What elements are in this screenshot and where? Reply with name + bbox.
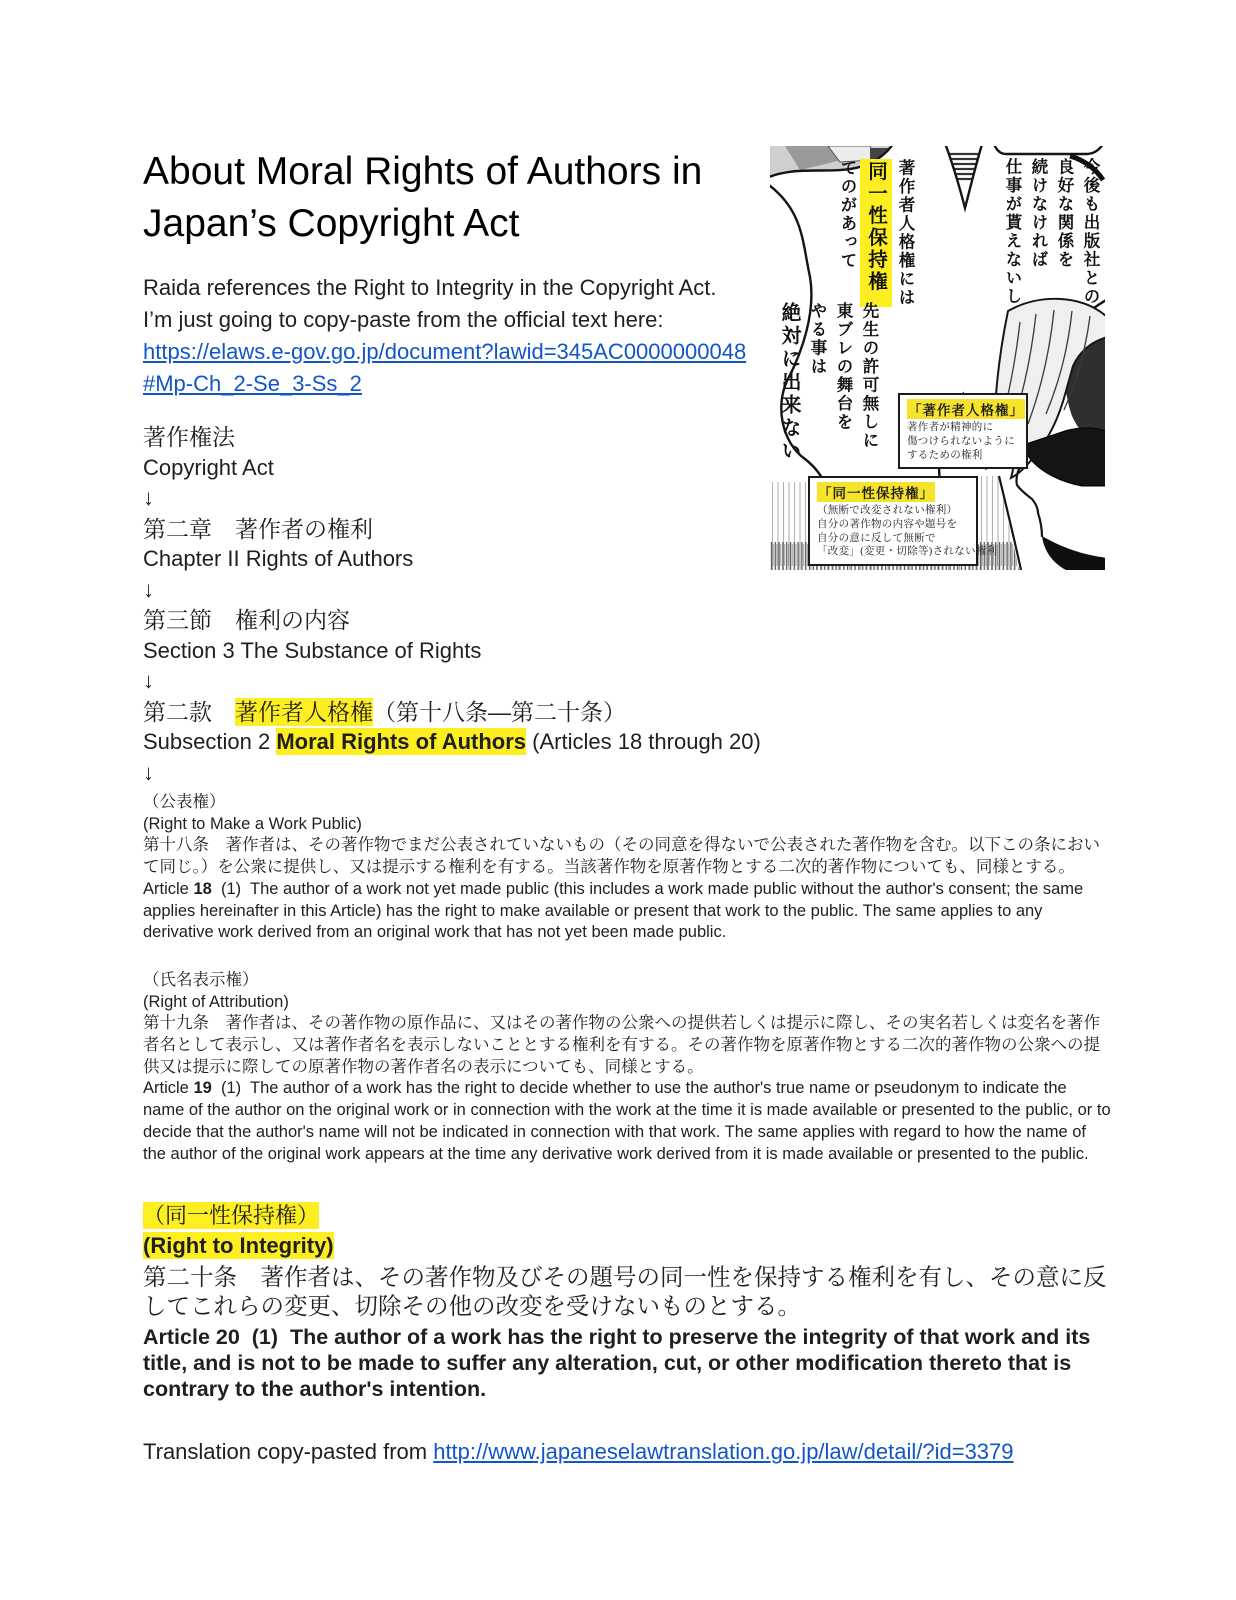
- article-20-block: [143, 1201, 1111, 1402]
- article-19-body-en: Article 19 (1) The author of a work has the right to decide whether to use the author's true name or pseudonym to indicate the name of the author on the original work or in connection with the work at the time it is made available or presented to the public, or to decide that the author's name will not be indicated in connection with that work. The same applies with regard to how the name of the author of the original work appears at the time any derivative work derived from it is made available or presented to the public.: [143, 1079, 1116, 1163]
- vertical-text-column: 続けなければ: [1029, 158, 1047, 269]
- highlighted-text: (Right to Integrity): [143, 1233, 334, 1259]
- note-line: 傷つけられないように: [907, 435, 1015, 447]
- translation-link[interactable]: http://www.japaneselawtranslation.go.jp/law/detail/?id=3379: [433, 1439, 1014, 1465]
- highlighted-text: （同一性保持権）: [143, 1203, 320, 1229]
- note-line: 自分の著作物の内容や題号を: [817, 518, 958, 530]
- note-line: 著作者が精神的に: [907, 422, 994, 433]
- article-19-block: [143, 970, 1116, 1165]
- law-title-en: Copyright Act: [143, 454, 274, 480]
- vertical-text-column: 先生の許可無しに: [860, 302, 878, 450]
- note-line: （無断で改変されない権利）: [817, 505, 958, 516]
- note-line: 「改変」(変更・切除等)されない権利: [817, 546, 998, 558]
- vertical-text-column-bold: 絶対に出来ない: [778, 302, 800, 463]
- vertical-text-column: 仕事が貰えないし: [1003, 158, 1021, 306]
- speech-bubble-left: [834, 159, 918, 307]
- article-19-name-jp: （氏名表示権）: [143, 970, 259, 989]
- note-box-integrity: [808, 476, 998, 566]
- note-title-highlight: 「同一性保持権」: [817, 482, 935, 502]
- note-line: 自分の意に反して無断で: [817, 532, 936, 544]
- article-19-body-jp: 第十九条 著作者は、その著作物の原作品に、又はその著作物の公衆への提供若しくは提示に際し、その実名若しくは変名を著作者名として表示し、又は著作者名を表示しないこととする権利を有する。その著作物を原著作物とする二次的著作物の公衆への提供又は提示に際しての原著作物の著作者名の表示についても、同様とする。: [143, 1014, 1100, 1076]
- article-18-body-en: Article 18 (1) The author of a work not yet made public (this includes a work made public without the author's consent; the same applies hereinafter in this Article) has the right to make available or present that work to the public. The same applies to any derivative work derived from an original work that has not yet been made public.: [143, 879, 1088, 942]
- footer-attribution: Translation copy-pasted from http://www.japaneselawtranslation.go.jp/law/detail/?id=3379: [143, 1439, 1014, 1465]
- down-arrow-icon: ↓: [143, 485, 154, 510]
- highlighted-text: 同一性保持権: [860, 159, 892, 307]
- note-title-highlight: 「著作者人格権」: [907, 399, 1025, 419]
- vertical-text-column: 著作者人格権には: [896, 159, 914, 307]
- chapter-jp: 第二章 著作者の権利: [143, 515, 373, 542]
- vertical-text-column: てのがあって: [838, 159, 856, 270]
- subsection-en: Subsection 2 Moral Rights of Authors (Articles 18 through 20): [143, 729, 761, 754]
- article-19-name-en: (Right of Attribution): [143, 992, 289, 1011]
- article-18-name-en: (Right to Make a Work Public): [143, 814, 362, 833]
- article-20-name-jp: [143, 1201, 1111, 1231]
- speech-text-bottom: [774, 302, 882, 463]
- law-title-jp: 著作権法: [143, 424, 235, 450]
- intro-line2: I’m just going to copy-paste from the official text here:: [143, 307, 664, 332]
- page-title-line1: About Moral Rights of Authors in: [143, 150, 703, 193]
- highlighted-text: 著作者人格権: [235, 698, 373, 725]
- manga-figure[interactable]: [770, 146, 1105, 570]
- vertical-text-column: やる事は: [808, 302, 826, 376]
- note-box-moral-rights: [898, 393, 1028, 469]
- source-link-line1[interactable]: https://elaws.e-gov.go.jp/document?lawid=345AC0000000048: [143, 339, 747, 364]
- down-arrow-icon: ↓: [143, 576, 154, 602]
- chapter-en: Chapter II Rights of Authors: [143, 546, 414, 571]
- vertical-text-column: 今後も出版社との: [1081, 158, 1099, 306]
- source-link-line2[interactable]: #Mp-Ch_2-Se_3-Ss_2: [143, 371, 362, 396]
- article-20-name-en: [143, 1231, 1111, 1261]
- speech-bubble-right: [999, 158, 1103, 306]
- section-en: Section 3 The Substance of Rights: [143, 637, 482, 663]
- article-20-body-jp: 第二十条 著作者は、その著作物及びその題号の同一性を保持する権利を有し、その意に反してこれらの変更、切除その他の改変を受けないものとする。: [143, 1264, 1107, 1319]
- vertical-text-column: 東ブレの舞台を: [834, 302, 852, 432]
- article-20-body-en: Article 20 (1) The author of a work has the right to preserve the integrity of that work and its title, and is not to be made to suffer any alteration, cut, or other modification thereto that is contrary to the author's intention.: [143, 1325, 1097, 1402]
- article-18-body-jp: 第十八条 著作者は、その著作物でまだ公表されていないもの（その同意を得ないで公表された著作物を含む。以下この条において同じ。）を公衆に提供し、又は提示する権利を有する。当該著作物を原著作物とする二次的著作物についても、同様とする。: [143, 836, 1100, 877]
- highlighted-text: Moral Rights of Authors: [276, 729, 527, 754]
- down-arrow-icon: ↓: [143, 759, 154, 785]
- article-18-name-jp: （公表権）: [143, 793, 226, 811]
- subsection-jp: 第二款 著作者人格権（第十八条—第二十条）: [143, 698, 626, 725]
- page-title-line2: Japan’s Copyright Act: [143, 202, 520, 245]
- note-line: するための権利: [907, 449, 983, 461]
- down-arrow-icon: ↓: [143, 668, 154, 693]
- vertical-text-column: 良好な関係を: [1055, 158, 1073, 269]
- intro-line1: Raida references the Right to Integrity in the Copyright Act.: [143, 275, 717, 300]
- article-18-block: [143, 792, 1111, 944]
- section-jp: 第三節 権利の内容: [143, 607, 350, 633]
